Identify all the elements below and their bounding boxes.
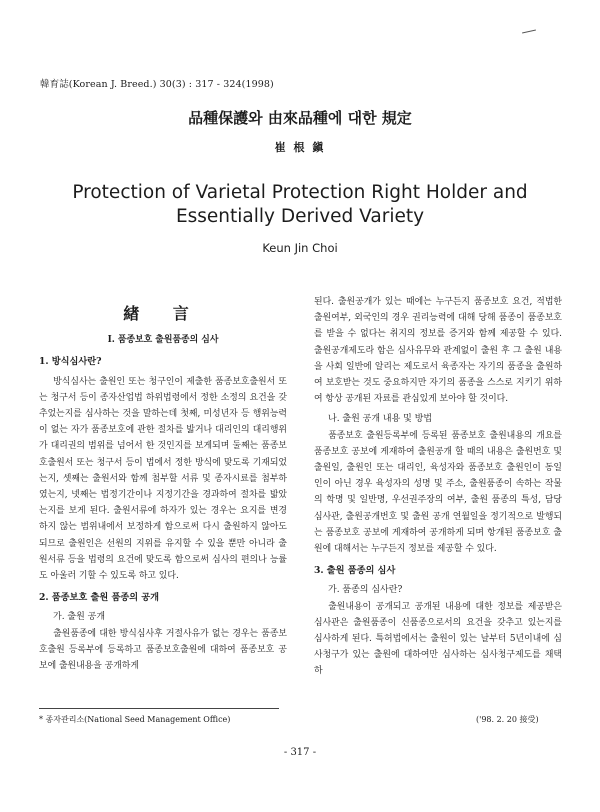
introduction-heading: 緖 言 <box>123 304 203 323</box>
page-number: - 317 - <box>283 747 317 758</box>
paragraph: 출원품종에 대한 방식심사후 거절사유가 없는 경우는 품종보호출원 등록부에 등록하고 품종보호출원에 대하여 품종보호 공보에 출원내용을 공개하게 <box>39 628 287 672</box>
sub-item-heading: 가. 출원 공개 <box>53 612 106 623</box>
right-column <box>314 294 562 680</box>
korean-author: 崔 根 鎭 <box>274 141 326 154</box>
subsection-heading: 3. 출원 품종의 심사 <box>314 565 396 577</box>
paragraph: 품종보호 출원등록부에 등록된 품종보호 출원내용의 개요를 품종보호 공보에 게재하여 출원공개 할 때의 내용은 출원번호 및 출원일, 출원인 또는 대리인, 육성자와 품종보호 출원인이 동일인이 아닌 경우 육성자의 성명 및 주소, 출원품종이 속하는 작물의 학명 및 일반명, 우선권주장의 여부, 출원 품종의 특성, 담당심사관, 출원공개번호 및 출원 공개 연월일을 정기적으로 발행되는 품종보호 공보에 게재하여 공개하게 되며 항개된 품종보호 출원에 대해서는 누구든지 정보를 제공할 수 있다. <box>314 430 562 555</box>
english-author: Keun Jin Choi <box>262 241 338 255</box>
paragraph: 방식심사는 출원인 또는 청구인이 제출한 품종보호출원서 또는 청구서 등이 종자산업법 하위법령에서 정한 소정의 요건을 갖추었는지를 심사하는 것을 말하는데 첫째, 미성년자 등 행위능력이 없는 자가 품종보호에 관한 절차를 밟거나 대리인의 대리행위가 대리권의 범위를 넘어서 한 것인지를 보게되며 둘째는 품종보호출원서 또는 청구서 등이 법에서 정한 방식에 맞도록 기재되었는지, 셋째는 출원서와 함께 첨부할 서류 및 종자시료를 첨부하였는지, 넷째는 법정기간이나 지정기간을 경과하여 절차를 밟았는지를 보게 된다. 출원서류에 하자가 있는 경우는 요지를 변경하지 않는 범위내에서 보정하게 함으로써 다시 출원하지 않아도 되므로 출원인은 선원의 지위를 유지할 수 있을 뿐만 아니라 출원서류 등을 법령의 요건에 맞도록 함으로써 심사의 편의나 능률도 아울러 기할 수 있도록 하고 있다. <box>39 376 287 582</box>
english-title <box>0 181 600 229</box>
subsection-heading: 1. 방식심사란? <box>39 356 102 368</box>
subsection-heading: 2. 품종보호 출원 품종의 공개 <box>39 592 160 604</box>
sub-item-heading: 나. 출원 공개 내용 및 방법 <box>328 414 433 425</box>
english-title-line-1: Protection of Varietal Protection Right Holder and <box>72 182 528 203</box>
scan-mark <box>522 30 536 34</box>
footnote: * 종자관리소(National Seed Management Office) <box>39 715 231 724</box>
paragraph: 출원내용이 공개되고 공개된 내용에 대한 정보를 제공받은 심사관은 출원품종이 신품종으로서의 요건을 갖추고 있는지를 심사하게 된다. 특허법에서는 출원이 있는 날부터 5년이내에 심사청구가 있는 출원에 대하여만 심사하는 심사청구제도를 채택하 <box>314 601 562 677</box>
journal-citation: 韓育誌(Korean J. Breed.) 30(3) : 317 - 324(1998) <box>40 79 274 90</box>
left-column <box>39 298 287 674</box>
paragraph: 된다. 출원공개가 있는 때에는 누구든지 품종보호 요건, 적법한 출원여부, 외국인의 경우 권리능력에 대해 당해 품종이 품종보호를 받을 수 없다는 취지의 정보를 증거와 함께 제공할 수 있다. 출원공개제도라 함은 심사유무와 관계없이 출원 후 그 출원 내용을 사회 일반에 알리는 제도로서 육종자는 자기의 품종을 출원하여 보호받는 것도 중요하지만 자기의 품종을 스스로 지키기 위하여 항상 공개된 자료를 관심있게 보아야 할 것이다. <box>314 297 562 405</box>
footnote-divider <box>39 708 279 709</box>
section-heading: Ⅰ. 품종보호 출원품종의 심사 <box>107 335 219 346</box>
english-title-line-2: Essentially Derived Variety <box>175 206 425 227</box>
sub-item-heading: 가. 품종의 심사란? <box>328 585 403 596</box>
received-date: ('98. 2. 20 接受) <box>476 715 539 724</box>
korean-title: 品種保護와 由來品種에 대한 規定 <box>188 109 412 127</box>
